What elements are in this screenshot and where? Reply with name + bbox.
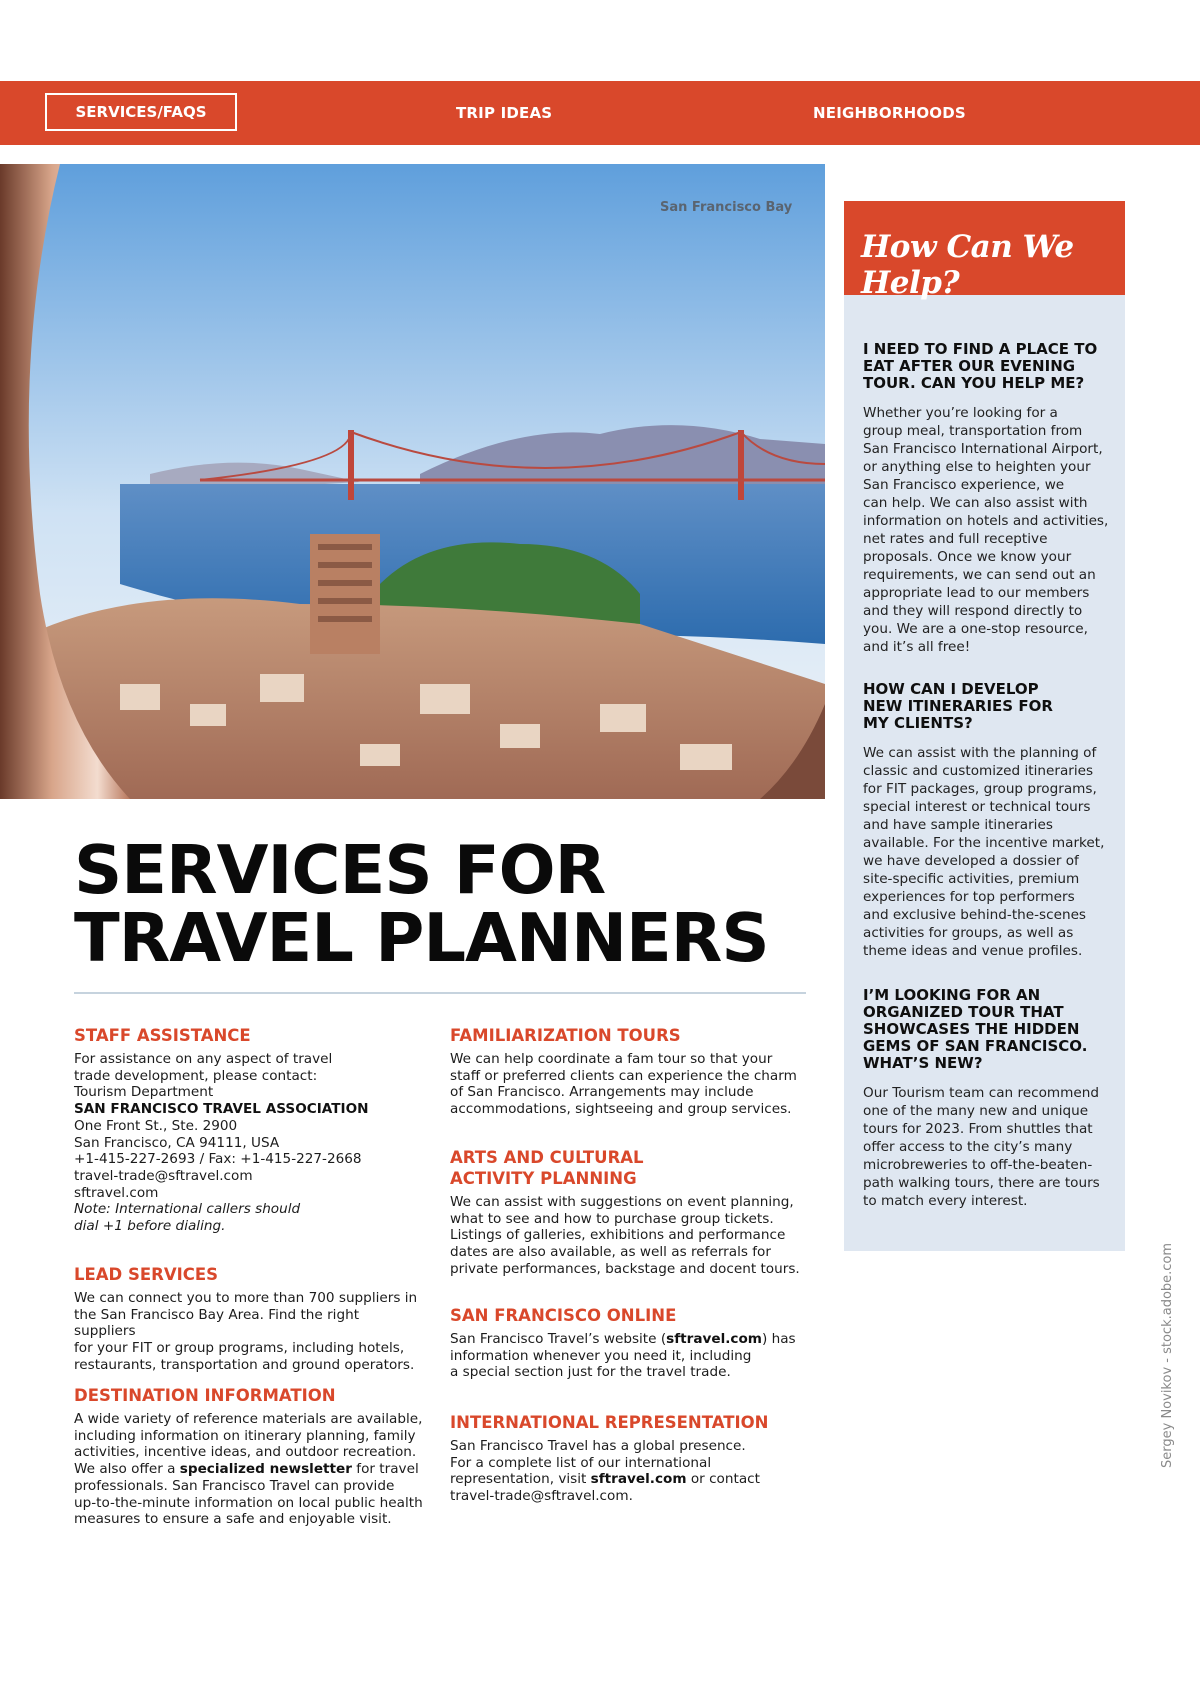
section-staff-assistance xyxy=(74,1025,424,1235)
body-text: for travel professionals. San Francisco Travel can provide up-to-the-minute information on local public health measures to ensure a safe and enjoyable visit. xyxy=(74,1461,423,1528)
faq-question: I’M LOOKING FOR AN ORGANIZED TOUR THAT SHOWCASES THE HIDDEN GEMS OF SAN FRANCISCO. WHAT’S NEW? xyxy=(863,986,1088,1072)
caller-note: Note: International callers should dial +1 before dialing. xyxy=(74,1201,301,1235)
section-body: We can assist with suggestions on event planning, what to see and how to purchase group tickets. Listings of galleries, exhibitions and performance dates are also available, as well as referrals for private performances, backstage and docent tours. xyxy=(450,1194,800,1277)
section-body xyxy=(450,1438,800,1505)
page-title xyxy=(74,831,769,977)
section-body: We can help coordinate a fam tour so that your staff or preferred clients can experience the charm of San Francisco. Arrangements may include accommodations, sightseeing and group services. xyxy=(450,1051,797,1118)
section-body xyxy=(450,1331,800,1381)
photo-caption: San Francisco Bay xyxy=(660,200,793,215)
faq-item xyxy=(863,341,1113,656)
title-divider xyxy=(74,992,806,994)
section-heading: INTERNATIONAL REPRESENTATION xyxy=(450,1413,769,1432)
body-text: ) has information whenever you need it, including a special section just for the travel trade. xyxy=(450,1331,796,1381)
section-heading: STAFF ASSISTANCE xyxy=(74,1026,251,1045)
body-text: San Francisco Travel’s website ( xyxy=(450,1331,667,1347)
photo-credit: Sergey Novikov - stock.adobe.com xyxy=(1160,1242,1175,1468)
section-destination-information xyxy=(74,1385,424,1528)
page-title-line-1: SERVICES FOR xyxy=(74,831,606,909)
org-name: SAN FRANCISCO TRAVEL ASSOCIATION xyxy=(74,1101,369,1118)
section-lead-services xyxy=(74,1264,424,1374)
section-heading: FAMILIARIZATION TOURS xyxy=(450,1026,681,1045)
body-text: or contact travel-trade@sftravel.com. xyxy=(450,1471,760,1505)
body-text: A wide variety of reference materials are available, including information on itinerary planning, family activities, incentive ideas, and outdoor recreation. We also offer a xyxy=(74,1411,423,1478)
section-san-francisco-online xyxy=(450,1305,800,1381)
hero-illustration xyxy=(0,164,825,799)
faq-answer: We can assist with the planning of classic and customized itineraries for FIT packages, group programs, special interest or technical tours and have sample itineraries available. For the incentive market, we have developed a dossier of site-specific activities, premium experiences for top performers and exclusive behind-the-scenes activities for groups, as well as theme ideas and venue profiles. xyxy=(863,745,1105,959)
faq-item xyxy=(863,681,1113,960)
section-body: We can connect you to more than 700 suppliers in the San Francisco Bay Area. Find the right suppliers for your FIT or group programs, including hotels, restaurants, transportation and ground operators. xyxy=(74,1290,418,1373)
help-title: How Can We Help? xyxy=(861,229,1074,301)
top-nav-bar xyxy=(0,81,1200,145)
section-body xyxy=(74,1411,424,1528)
section-heading: DESTINATION INFORMATION xyxy=(74,1386,336,1405)
newsletter-highlight: specialized newsletter xyxy=(179,1461,352,1478)
nav-services-faqs[interactable]: SERVICES/FAQS xyxy=(45,93,237,131)
hero-photo xyxy=(0,164,825,799)
body-text: San Francisco Travel has a global presence. For a complete list of our international representation, visit xyxy=(450,1438,746,1488)
section-international-representation xyxy=(450,1412,800,1505)
faq-answer: Our Tourism team can recommend one of the many new and unique tours for 2023. From shuttles that offer access to the city’s many microbreweries to off-the-beaten- path walking tours, there are tours to match every interest. xyxy=(863,1085,1100,1209)
faq-question: I NEED TO FIND A PLACE TO EAT AFTER OUR EVENING TOUR. CAN YOU HELP ME? xyxy=(863,340,1098,392)
faq-item xyxy=(863,987,1113,1210)
help-sidebar xyxy=(844,201,1125,1251)
section-arts-cultural xyxy=(450,1147,800,1278)
help-header xyxy=(844,201,1125,301)
page-title-line-2: TRAVEL PLANNERS xyxy=(74,899,769,977)
nav-neighborhoods[interactable]: NEIGHBORHOODS xyxy=(813,104,966,122)
section-heading: SAN FRANCISCO ONLINE xyxy=(450,1306,677,1325)
section-body: For assistance on any aspect of travel trade development, please contact: Tourism Department xyxy=(74,1051,333,1101)
nav-trip-ideas[interactable]: TRIP IDEAS xyxy=(456,104,553,122)
section-heading: LEAD SERVICES xyxy=(74,1265,219,1284)
contact-details: One Front St., Ste. 2900 San Francisco, CA 94111, USA +1-415-227-2693 / Fax: +1-415-227-2668 travel-trade@sftravel.com sftravel.com xyxy=(74,1117,362,1201)
website-link[interactable]: sftravel.com xyxy=(590,1471,687,1488)
faq-answer: Whether you’re looking for a group meal, transportation from San Francisco International Airport, or anything else to heighten your San Francisco experience, we can help. We can also assist with information on hotels and activities, net rates and full receptive proposals. Once we know your requirements, we can send out an appropriate lead to our members and they will respond directly to you. We are a one-stop resource, and it’s all free! xyxy=(863,405,1109,655)
section-familiarization-tours xyxy=(450,1025,800,1118)
faq-question: HOW CAN I DEVELOP NEW ITINERARIES FOR MY CLIENTS? xyxy=(863,680,1053,732)
section-heading: ARTS AND CULTURAL ACTIVITY PLANNING xyxy=(450,1148,644,1188)
website-link[interactable]: sftravel.com xyxy=(666,1331,762,1347)
